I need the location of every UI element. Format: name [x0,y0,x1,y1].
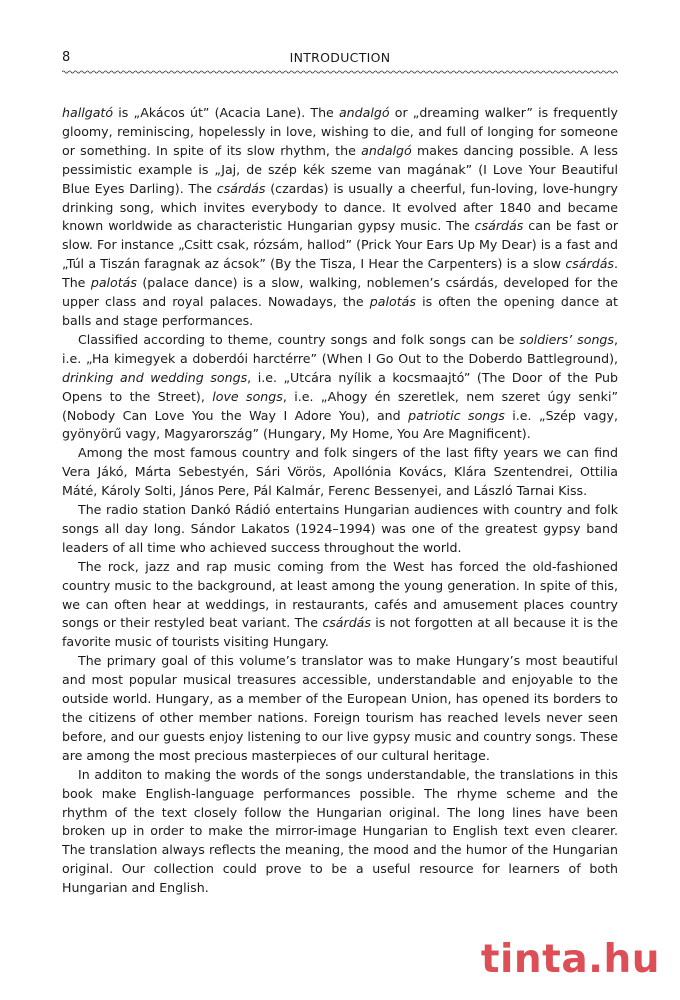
italic-term: love songs [212,388,283,404]
italic-term: csárdás [322,615,371,631]
text-run: , i.e. „Ahogy én szeretlek, nem szeret úgy senki” (Nobody Can Love You the Way I Adore You), and [62,388,618,423]
paragraph [62,652,618,765]
paragraph [62,501,618,558]
paragraph [62,331,618,444]
text-run: (czardas) is usually a cheerful, fun-loving, love-hungry drinking song, which invites everybody to dance. It evolved after 1840 and became known worldwide as characteristic Hungarian gypsy music. The [62,180,618,234]
text-run: Classified according to theme, country songs and folk songs can be [78,331,520,347]
running-title: INTRODUCTION [289,50,391,65]
text-run: In additon to making the words of the songs understandable, the translations in this book make English-language performances possible. The rhyme scheme and the rhythm of the text closely follow the Hungarian original. The long lines have been broken up in order to make the mirror-image Hungarian to English text even clearer. The translation always reflects the meaning, the mood and the humor of the Hungarian original. Our collection could prove to be a useful resource for learners of both Hungarian and English. [62,766,618,896]
italic-term: palotás [369,294,416,310]
italic-term: palotás [90,275,137,291]
paragraph [62,766,618,898]
text-run: makes dancing possible. A less pessimistic example is „Jaj, de szép kék szeme van magának” (I Love Your Beautiful Blue Eyes Darling). The [62,142,618,196]
text-run: . The [62,256,618,291]
text-run: is not forgotten at all because it is the favorite music of tourists visiting Hungary. [62,615,618,650]
watermark-logo: tinta.hu [480,937,660,982]
paragraph [62,104,618,331]
italic-term: csárdás [474,218,524,234]
text-run: can be fast or slow. For instance „Csitt csak, rózsám, hallod” (Prick Your Ears Up My Dear) is a fast and „Túl a Tiszán faragnak az ácsok” (By the Tisza, I Hear the Carpenters) is a slow [62,218,618,272]
text-run: Among the most famous country and folk singers of the last fifty years we can find Vera Jákó, Márta Sebestyén, Sári Vörös, Apollónia Kovács, Klára Szentendrei, Ottilia Máté, Károly Solti, János Pere, Pál Kalmár, Ferenc Bessenyei, and László Tarnai Kiss. [62,445,618,499]
text-run: , i.e. „Ha kimegyek a doberdói harctérre” (When I Go Out to the Doberdo Battleground), [62,331,619,366]
page-number: 8 [62,50,71,65]
italic-term: csárdás [216,180,266,196]
text-run: The radio station Dankó Rádió entertains Hungarian audiences with country and folk songs all day long. Sándor Lakatos (1924–1994) was one of the greatest gypsy band leaders of all time who achieved success throughout the world. [62,502,618,555]
italic-term: soldiers’ songs [519,331,614,347]
text-run: The primary goal of this volume’s translator was to make Hungary’s most beautiful and most popular musical treasures accessible, understandable and enjoyable to the outside world. Hungary, as a member of the European Union, has opened its borders to the citizens of other member nations. Foreign tourism has reached levels never seen before, and our guests enjoy listening to our live gypsy music and country songs. These are among the most precious masterpieces of our cultural heritage. [62,653,618,763]
text-run: is „Akácos út” (Acacia Lane). The [113,105,339,120]
italic-term: drinking and wedding songs [62,369,248,385]
text-run: (palace dance) is a slow, walking, noblemen’s csárdás, developed for the upper class and royal palaces. Nowadays, the [62,275,618,310]
italic-term: hallgató [62,105,114,120]
wavy-divider [62,68,618,76]
page-header [62,50,618,70]
text-run: is often the opening dance at balls and stage performances. [62,294,618,328]
paragraph [62,444,618,501]
text-run: The rock, jazz and rap music coming from the West has forced the old-fashioned country music to the background, at least among the young generation. In spite of this, we can often hear at weddings, in restaurants, cafés and amusement places country songs or their restyled beat variant. The [62,558,618,631]
italic-term: andalgó [361,142,412,158]
body-text [62,104,618,898]
text-run: i.e. „Szép vagy, gyönyörű vagy, Magyarország” (Hungary, My Home, You Are Magnificent). [62,407,619,442]
text-run: or „dreaming walker” is frequently gloomy, reminiscing, hopelessly in love, wishing to die, and full of longing for someone or something. In spite of its slow rhythm, the [62,105,618,158]
italic-term: csárdás [565,256,614,272]
paragraph [62,558,618,653]
text-run: , i.e. „Utcára nyílik a kocsmaajtó” (The Door of the Pub Opens to the Street), [62,369,618,404]
italic-term: patriotic songs [408,407,505,423]
italic-term: andalgó [338,105,390,120]
